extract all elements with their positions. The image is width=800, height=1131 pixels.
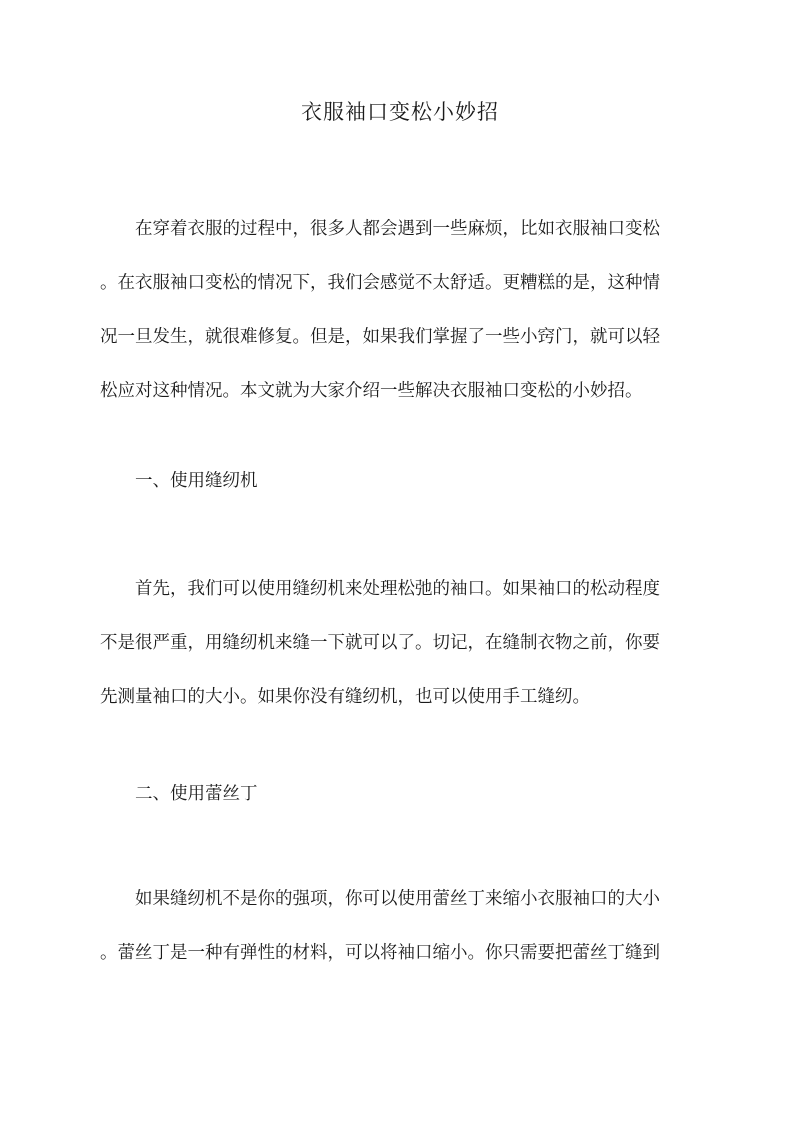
section-1-line-1: 首先，我们可以使用缝纫机来处理松弛的袖口。如果袖口的松动程度 [135,579,660,599]
document-title: 衣服袖口变松小妙招 [301,100,499,124]
intro-line-1: 在穿着衣服的过程中，很多人都会遇到一些麻烦，比如衣服袖口变松 [135,219,660,239]
intro-line-4: 松应对这种情况。本文就为大家介绍一些解决衣服袖口变松的小妙招。 [100,381,643,401]
section-1-paragraph [100,562,700,724]
intro-paragraph [100,202,700,418]
intro-line-3: 况一旦发生，就很难修复。但是，如果我们掌握了一些小窍门，就可以轻 [100,327,660,347]
section-1-line-2: 不是很严重，用缝纫机来缝一下就可以了。切记，在缝制衣物之前，你要 [100,633,660,653]
section-2-line-2: 。蕾丝丁是一种有弹性的材料，可以将袖口缩小。你只需要把蕾丝丁缝到 [100,943,660,963]
intro-line-2: 。在衣服袖口变松的情况下，我们会感觉不太舒适。更糟糕的是，这种情 [100,273,660,293]
section-1-line-3: 先测量袖口的大小。如果你没有缝纫机，也可以使用手工缝纫。 [100,687,590,707]
section-2-heading: 二、使用蕾丝丁 [135,784,258,804]
section-2-paragraph [100,872,700,980]
section-1-heading: 一、使用缝纫机 [135,471,258,491]
section-2-line-1: 如果缝纫机不是你的强项，你可以使用蕾丝丁来缩小衣服袖口的大小 [135,889,660,909]
